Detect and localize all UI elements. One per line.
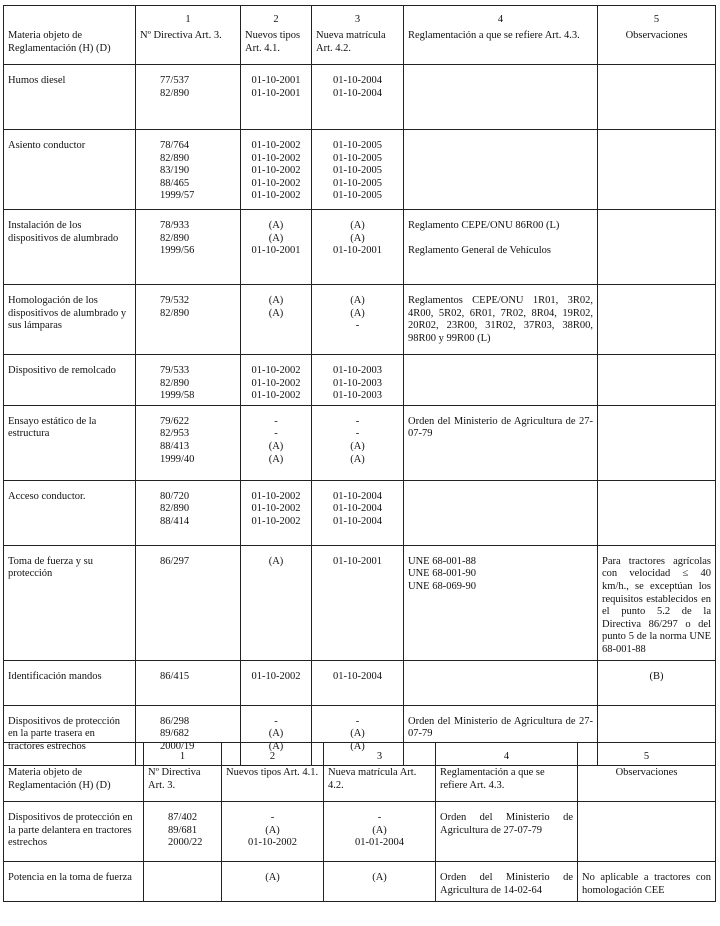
header-observaciones — [578, 743, 716, 802]
cell-nuevos-tipos — [241, 545, 312, 660]
cell-nuevos-tipos — [222, 802, 324, 862]
cell-nuevos-tipos-value: 01-10-2001 — [251, 75, 301, 86]
header-directiva — [136, 6, 241, 65]
cell-nueva-matricula-value: (A) — [350, 295, 365, 306]
header-nuevos-tipos — [222, 740, 324, 802]
cell-nueva-matricula — [312, 545, 404, 660]
table-row — [4, 545, 716, 660]
col-number-5: 5 — [643, 751, 650, 762]
cell-directiva — [136, 405, 241, 480]
cell-nuevos-tipos-value: (A) — [268, 440, 284, 452]
col-number-1: 1 — [185, 14, 191, 25]
cell-nueva-matricula-value: - — [377, 812, 382, 823]
cell-nueva-matricula — [312, 355, 404, 406]
cell-nueva-matricula-value: 01-10-2003 — [333, 377, 382, 389]
cell-nuevos-tipos-value: (A) — [265, 872, 280, 883]
cell-nuevos-tipos — [241, 130, 312, 210]
cell-reglamentacion — [404, 480, 598, 545]
cell-reglamentacion — [404, 285, 598, 355]
cell-reglamentacion — [404, 660, 598, 705]
observaciones-text: (B) — [649, 670, 664, 682]
cell-nuevos-tipos-value: (A) — [268, 740, 284, 752]
cell-nueva-matricula-value: (A) — [350, 728, 365, 740]
reglamentacion-text: UNE 68-069-90 — [408, 580, 476, 592]
cell-nuevos-tipos-value: 01-10-2002 — [251, 365, 301, 376]
cell-reglamentacion — [436, 862, 578, 902]
cell-nuevos-tipos — [241, 285, 312, 355]
cell-observaciones — [598, 480, 716, 545]
cell-directiva-value: 2000/22 — [168, 837, 203, 849]
cell-nuevos-tipos-value: - — [274, 415, 278, 427]
observaciones-text: Para tractores agrícolas con velocidad ≤ 40 km/h., se exceptúan los requisitos establecidos en el punto 5.2 de la Directiva 86/297 o del punto 5 de la norma UNE 68-001-88 — [602, 555, 711, 655]
cell-directiva — [136, 545, 241, 660]
cell-nuevos-tipos — [222, 862, 324, 902]
cell-nueva-matricula-value: (A) — [350, 232, 365, 244]
cell-directiva-value: 88/465 — [160, 177, 190, 189]
cell-nuevos-tipos-value: 01-10-2002 — [251, 152, 301, 164]
col-number-2: 2 — [273, 14, 279, 25]
materia-text: Dispositivos de protección en la parte delantera en tractores estrechos — [8, 812, 133, 849]
reglamentacion-text: Orden del Ministerio de Agricultura de 27-07-79 — [440, 812, 573, 836]
cell-directiva-value: 82/890 — [160, 87, 190, 99]
cell-nuevos-tipos-value: 01-10-2001 — [251, 87, 301, 99]
cell-nuevos-tipos-value: - — [270, 812, 275, 823]
cell-nueva-matricula-value: 01-10-2004 — [333, 503, 382, 515]
cell-nuevos-tipos-value: (A) — [265, 824, 280, 836]
header-nueva-matricula — [324, 743, 436, 802]
table-row — [4, 660, 716, 705]
cell-nueva-matricula-value: (A) — [350, 307, 365, 319]
cell-nueva-matricula-value: 01-10-2004 — [333, 515, 382, 527]
cell-nuevos-tipos-value: 01-10-2002 — [251, 670, 301, 682]
cell-nuevos-tipos-value: (A) — [268, 232, 284, 244]
header-directiva — [144, 743, 222, 802]
cell-directiva-value: 77/537 — [160, 75, 190, 86]
reglamentacion-text: Reglamentos CEPE/ONU 1R01, 3R02, 4R00, 5R02, 6R01, 7R02, 8R04, 19R02, 20R02, 23R00, 31R02, 37R03, 38R00, 98R00 y 99R00 (L) — [408, 295, 593, 344]
reglamentacion-text: Orden del Ministerio de Agricultura de 27-07-79 — [408, 715, 593, 740]
cell-observaciones — [598, 285, 716, 355]
cell-observaciones — [598, 355, 716, 406]
cell-nueva-matricula-value: 01-10-2004 — [333, 75, 382, 86]
cell-nuevos-tipos-value: (A) — [268, 220, 284, 231]
cell-nueva-matricula-value: 01-10-2003 — [333, 390, 382, 402]
cell-nueva-matricula — [312, 480, 404, 545]
cell-materia — [4, 480, 136, 545]
col-number-5: 5 — [653, 14, 660, 25]
col-number-1: 1 — [179, 751, 186, 762]
col-number-3: 3 — [354, 14, 361, 25]
cell-nueva-matricula-value: 01-01-2004 — [355, 837, 404, 849]
cell-materia — [4, 285, 136, 355]
header-nuevos-tipos-text: Nuevos tipos Art. 4.1. — [245, 30, 301, 54]
table-row — [4, 210, 716, 285]
cell-directiva — [136, 355, 241, 406]
cell-nueva-matricula-value: 01-10-2004 — [333, 87, 382, 99]
cell-observaciones — [598, 130, 716, 210]
cell-observaciones — [598, 545, 716, 660]
cell-nuevos-tipos-value: - — [274, 428, 278, 440]
cell-directiva-value: 1999/40 — [160, 453, 195, 465]
cell-nueva-matricula — [312, 130, 404, 210]
cell-observaciones — [598, 65, 716, 130]
cell-directiva — [136, 65, 241, 130]
cell-nueva-matricula-value: 01-10-2005 — [333, 177, 382, 189]
cell-nuevos-tipos-value: (A) — [268, 307, 284, 319]
cell-nuevos-tipos-value: 01-10-2001 — [251, 245, 301, 257]
cell-nueva-matricula-value: 01-10-2001 — [333, 245, 382, 257]
materia-text: Dispositivos de protección en la parte trasera en tractores estrechos — [8, 715, 120, 752]
table-row — [4, 285, 716, 355]
cell-nuevos-tipos-value: 01-10-2002 — [251, 515, 301, 527]
materia-text: Acceso conductor. — [8, 490, 86, 502]
reglamentacion-text: Reglamento CEPE/ONU 86R00 (L) — [408, 220, 560, 231]
materia-text: Instalación de los dispositivos de alumbrado — [8, 220, 119, 244]
materia-text: Identificación mandos — [8, 670, 102, 682]
table-header-row — [4, 6, 716, 65]
materia-text: Ensayo estático de la estructura — [8, 415, 97, 440]
header-reglamentacion-text: Reglamentación a que se refiere Art. 4.3. — [408, 30, 580, 41]
cell-nueva-matricula-value: - — [355, 415, 360, 427]
table-row — [4, 405, 716, 480]
header-nueva-matricula — [312, 6, 404, 65]
cell-directiva-value: 82/890 — [160, 503, 190, 515]
reglamentacion-text: UNE 68-001-88 — [408, 555, 476, 567]
observaciones-text: No aplicable a tractores con homologación CEE — [582, 872, 711, 896]
cell-nueva-matricula-value: 01-10-2005 — [333, 165, 382, 177]
cell-directiva-value: 79/622 — [160, 415, 190, 427]
cell-nueva-matricula-value: (A) — [372, 824, 387, 836]
cell-materia — [4, 545, 136, 660]
cell-reglamentacion — [404, 355, 598, 406]
cell-directiva — [136, 660, 241, 705]
cell-nueva-matricula-value: - — [355, 320, 360, 332]
cell-directiva — [144, 802, 222, 862]
cell-materia — [4, 802, 144, 862]
cell-observaciones — [598, 405, 716, 480]
cell-directiva-value: 83/190 — [160, 165, 190, 177]
cell-nuevos-tipos-value: 01-10-2002 — [251, 140, 301, 151]
cell-directiva-value: 87/402 — [168, 812, 198, 823]
materia-text: Humos diesel — [8, 75, 66, 86]
cell-nueva-matricula — [312, 65, 404, 130]
cell-materia — [4, 355, 136, 406]
header-directiva-text: Nº Directiva Art. 3. — [148, 767, 201, 791]
header-materia-text: Materia objeto de Reglamentación (H) (D) — [8, 767, 111, 791]
reglamentacion-text: Reglamento General de Vehículos — [408, 245, 551, 257]
cell-directiva-value: 78/933 — [160, 220, 190, 231]
cell-observaciones — [578, 802, 716, 862]
cell-reglamentacion — [404, 210, 598, 285]
cell-nuevos-tipos — [241, 355, 312, 406]
cell-directiva-value: 88/413 — [160, 440, 190, 452]
cell-nuevos-tipos-value: 01-10-2002 — [251, 490, 301, 502]
cell-nuevos-tipos-value: 01-10-2002 — [251, 177, 301, 189]
cell-nuevos-tipos — [241, 210, 312, 285]
cell-nueva-matricula-value: 01-10-2001 — [333, 555, 382, 567]
cell-materia — [4, 210, 136, 285]
cell-observaciones — [598, 660, 716, 705]
header-nueva-matricula-text: Nueva matrícula Art. 4.2. — [316, 30, 386, 54]
cell-nuevos-tipos — [241, 65, 312, 130]
cell-nueva-matricula-value: 01-10-2003 — [333, 365, 382, 376]
cell-nuevos-tipos-value: (A) — [268, 728, 284, 740]
cell-directiva-value: 89/682 — [160, 728, 190, 740]
col-number-4: 4 — [503, 751, 510, 762]
cell-directiva-value: 82/890 — [160, 377, 190, 389]
cell-reglamentacion — [404, 405, 598, 480]
header-materia — [4, 6, 136, 65]
cell-nueva-matricula — [312, 405, 404, 480]
regulation-table-2 — [3, 742, 716, 902]
cell-nueva-matricula-value: - — [355, 715, 360, 727]
cell-reglamentacion — [404, 65, 598, 130]
cell-directiva — [136, 285, 241, 355]
cell-nuevos-tipos-value: (A) — [268, 295, 284, 306]
cell-nueva-matricula-value: (A) — [350, 453, 365, 465]
cell-nuevos-tipos — [241, 660, 312, 705]
header-observaciones — [598, 6, 716, 65]
header-observaciones-text: Observaciones — [625, 30, 688, 41]
cell-nuevos-tipos-value: 01-10-2002 — [251, 190, 301, 202]
cell-materia — [4, 862, 144, 902]
cell-nueva-matricula — [312, 210, 404, 285]
cell-materia — [4, 130, 136, 210]
cell-nueva-matricula — [312, 660, 404, 705]
cell-nueva-matricula-value: 01-10-2005 — [333, 140, 382, 151]
cell-materia — [4, 65, 136, 130]
cell-nuevos-tipos-value: 01-10-2002 — [251, 503, 301, 515]
cell-observaciones — [598, 210, 716, 285]
cell-directiva-value: 79/532 — [160, 295, 190, 306]
cell-reglamentacion — [404, 545, 598, 660]
col-number-4: 4 — [497, 14, 504, 25]
cell-nueva-matricula — [312, 285, 404, 355]
header-materia — [4, 743, 144, 802]
header-reglamentacion — [404, 6, 598, 65]
cell-nueva-matricula — [324, 862, 436, 902]
reglamentacion-text: Orden del Ministerio de Agricultura de 27-07-79 — [408, 415, 593, 440]
cell-directiva — [136, 210, 241, 285]
cell-materia — [4, 660, 136, 705]
reglamentacion-text: UNE 68-001-90 — [408, 568, 476, 580]
cell-nueva-matricula-value: (A) — [372, 872, 387, 883]
table-row — [4, 802, 716, 862]
cell-directiva-value: 1999/58 — [160, 390, 195, 402]
cell-nuevos-tipos-value: (A) — [268, 555, 284, 567]
cell-nuevos-tipos-value: 01-10-2002 — [248, 837, 297, 849]
reglamentacion-text — [408, 233, 593, 246]
table-row — [4, 862, 716, 902]
cell-nueva-matricula — [324, 802, 436, 862]
table-header-row — [4, 743, 716, 802]
cell-nueva-matricula-value: 01-10-2004 — [333, 670, 382, 682]
cell-reglamentacion — [436, 802, 578, 862]
header-observaciones-text: Observaciones — [615, 767, 678, 778]
table-row — [4, 355, 716, 406]
cell-directiva-value: 79/533 — [160, 365, 190, 376]
header-nuevos-tipos — [241, 6, 312, 65]
cell-nueva-matricula-value: (A) — [350, 740, 365, 752]
header-materia-text: Materia objeto de Reglamentación (H) (D) — [8, 30, 111, 54]
header-reglamentacion — [436, 743, 578, 802]
reglamentacion-text: Orden del Ministerio de Agricultura de 14-02-64 — [440, 872, 573, 896]
cell-nuevos-tipos-value: 01-10-2002 — [251, 165, 301, 177]
cell-directiva-value: 88/414 — [160, 515, 190, 527]
cell-directiva-value: 86/415 — [160, 670, 190, 682]
table-row — [4, 480, 716, 545]
cell-reglamentacion — [404, 130, 598, 210]
materia-text: Toma de fuerza y su protección — [8, 555, 93, 580]
cell-directiva-value: 82/890 — [160, 232, 190, 244]
cell-directiva-value: 89/681 — [168, 824, 198, 836]
cell-directiva — [136, 130, 241, 210]
header-nuevos-tipos-text: Nuevos tipos Art. 4.1. — [226, 767, 319, 778]
cell-nueva-matricula-value: - — [355, 428, 360, 440]
header-reglamentacion-text: Reglamentación a que se refiere Art. 4.3. — [440, 767, 545, 791]
cell-nueva-matricula-value: 01-10-2004 — [333, 490, 382, 502]
cell-observaciones — [578, 862, 716, 902]
cell-directiva-value: 86/298 — [160, 715, 190, 727]
cell-nuevos-tipos — [241, 405, 312, 480]
cell-nueva-matricula-value: 01-10-2005 — [333, 152, 382, 164]
cell-nueva-matricula-value: (A) — [350, 220, 365, 231]
cell-materia — [4, 405, 136, 480]
col-number-3: 3 — [376, 751, 383, 762]
cell-directiva-value: 2000/19 — [160, 740, 195, 752]
cell-nuevos-tipos-value: (A) — [268, 453, 284, 465]
cell-nuevos-tipos-value: 01-10-2002 — [251, 377, 301, 389]
header-directiva-text: Nº Directiva Art. 3. — [140, 30, 222, 41]
cell-directiva-value: 1999/56 — [160, 245, 195, 257]
table-row — [4, 130, 716, 210]
materia-text: Homologación de los dispositivos de alumbrado y sus lámparas — [8, 295, 127, 332]
regulation-table-1 — [3, 5, 716, 766]
col-number-2: 2 — [269, 751, 276, 762]
cell-nuevos-tipos-value: 01-10-2002 — [251, 390, 301, 402]
cell-directiva-value: 82/953 — [160, 428, 190, 440]
cell-directiva — [136, 480, 241, 545]
cell-directiva-value: 86/297 — [160, 555, 190, 567]
materia-text: Potencia en la toma de fuerza — [8, 872, 132, 883]
cell-directiva-value: 82/890 — [160, 307, 190, 319]
cell-directiva-value: 1999/57 — [160, 190, 195, 202]
header-nueva-matricula-text: Nueva matrícula Art. 4.2. — [328, 767, 417, 791]
cell-nuevos-tipos — [241, 480, 312, 545]
cell-nueva-matricula-value: (A) — [350, 440, 365, 452]
cell-directiva-value: 82/890 — [160, 152, 190, 164]
cell-directiva-value: 80/720 — [160, 490, 190, 502]
cell-directiva-value: 78/764 — [160, 140, 190, 151]
materia-text: Asiento conductor — [8, 140, 86, 151]
cell-nueva-matricula-value: 01-10-2005 — [333, 190, 382, 202]
cell-nuevos-tipos-value: - — [274, 715, 278, 727]
table-row — [4, 65, 716, 130]
cell-directiva — [144, 862, 222, 902]
materia-text: Dispositivo de remolcado — [8, 365, 116, 376]
